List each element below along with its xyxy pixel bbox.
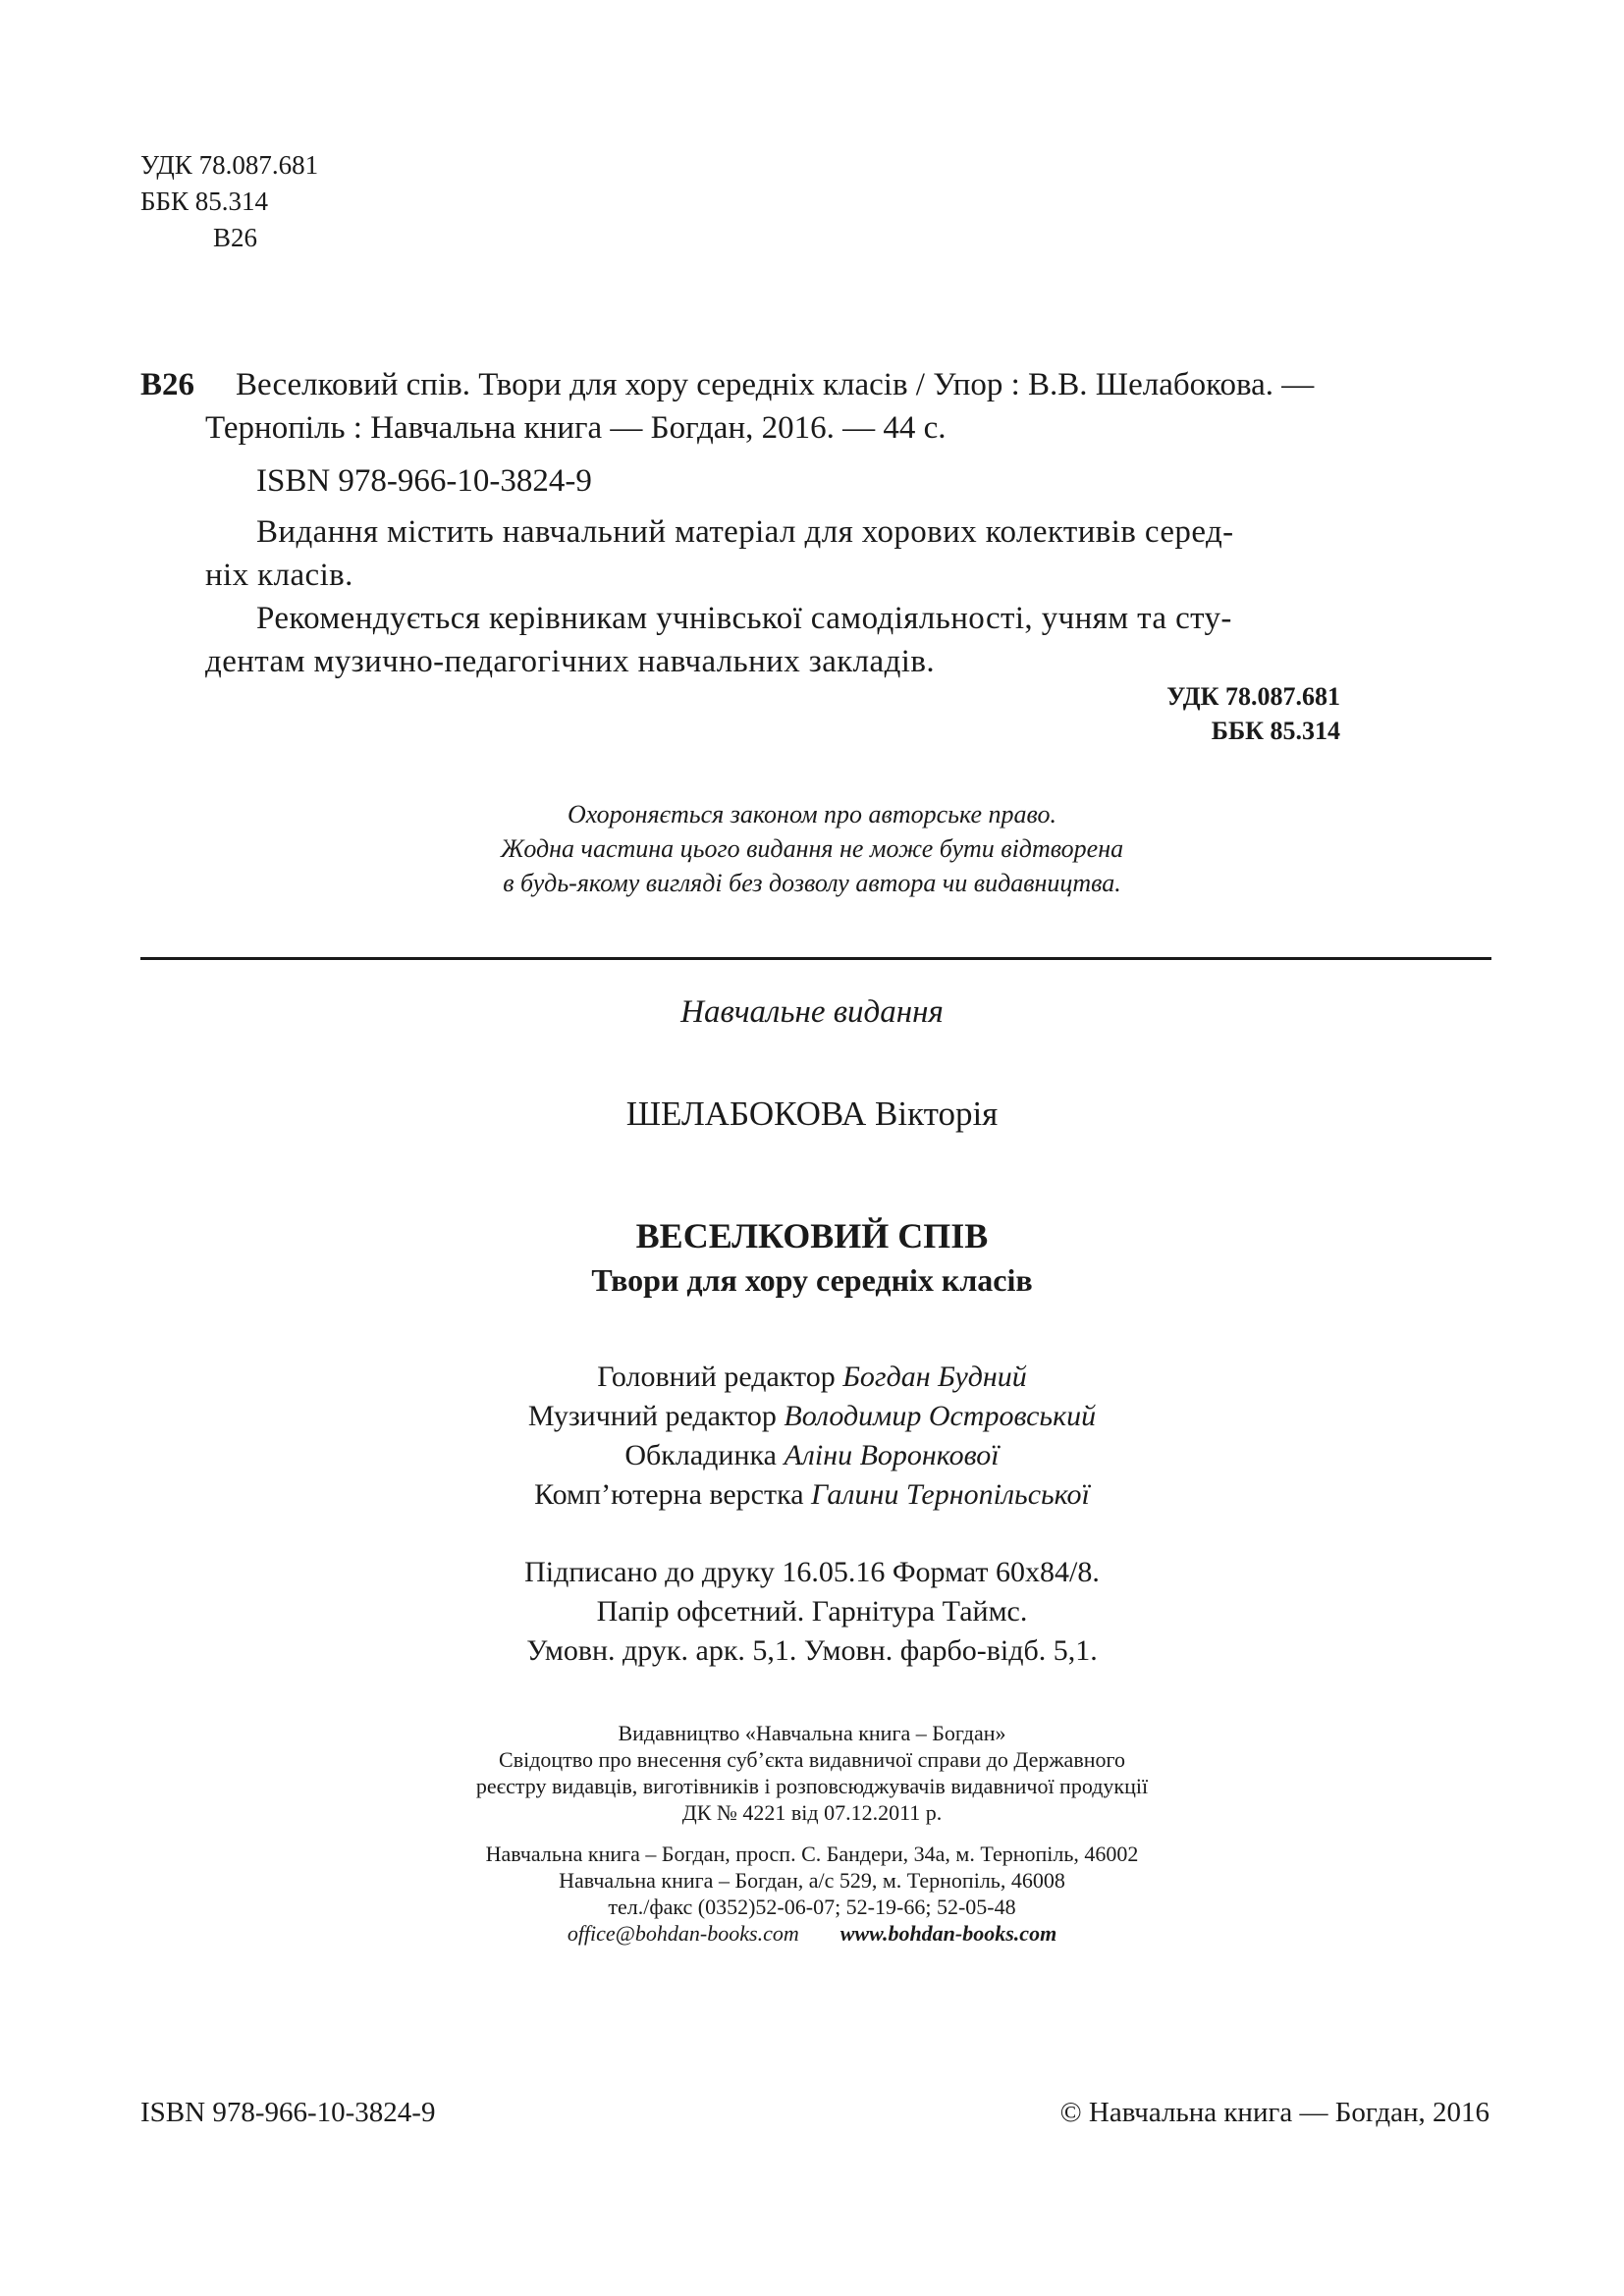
book-subtitle: Твори для хору середніх класів [591, 1262, 1033, 1298]
copyright-notice [0, 797, 1624, 900]
staff-line [0, 1397, 1624, 1436]
print-line-1: Підписано до друку 16.05.16 Формат 60х84/8. [524, 1556, 1100, 1588]
staff-role: Обкладинка [624, 1439, 777, 1471]
publisher-line-2: Свідоцтво про внесення суб’єкта видавничої справи до Державного [499, 1747, 1125, 1772]
book-title: ВЕСЕЛКОВИЙ СПІВ [635, 1216, 989, 1255]
entry-code: В26 [140, 367, 195, 402]
rights-line-3: в будь-якому вигляді без дозволу автора чи видавництва. [503, 869, 1121, 897]
footer-copyright: © Навчальна книга — Богдан, 2016 [1059, 2097, 1489, 2128]
email-link[interactable]: office@bohdan-books.com [567, 1921, 799, 1946]
annotation-p2-line1: Рекомендується керівникам учнівської самодіяльності, учням та сту- [256, 601, 1232, 636]
udk-code: УДК 78.087.681 [140, 150, 319, 180]
publisher-info [0, 1720, 1624, 1826]
staff-role: Музичний редактор [527, 1400, 777, 1432]
annotation [140, 510, 1340, 683]
classification-block [140, 147, 318, 256]
staff-person: Богдан Будний [842, 1361, 1027, 1393]
author-mark: В26 [213, 223, 258, 252]
staff-role: Головний редактор [597, 1361, 836, 1393]
staff-credits [0, 1358, 1624, 1515]
staff-person: Аліни Воронкової [784, 1439, 1000, 1471]
publisher-address [0, 1841, 1624, 1947]
bibliographic-entry [140, 363, 1348, 503]
staff-person: Володимир Островський [784, 1400, 1097, 1432]
staff-role: Комп’ютерна верстка [534, 1478, 804, 1511]
annotation-p2-line2: дентам музично-педагогічних навчальних закладів. [205, 644, 935, 679]
annotation-p1-line2: ніх класів. [205, 558, 353, 593]
author-name: ШЕЛАБОКОВА Вікторія [625, 1095, 999, 1133]
bbk-code: ББК 85.314 [140, 187, 269, 216]
contact-line [0, 1920, 1624, 1947]
print-line-3: Умовн. друк. арк. 5,1. Умовн. фарбо-відб. 5,1. [526, 1634, 1098, 1667]
staff-line [0, 1436, 1624, 1475]
edition-type: Навчальне видання [680, 994, 944, 1030]
entry-isbn: ISBN 978-966-10-3824-9 [256, 463, 592, 499]
footer-isbn: ISBN 978-966-10-3824-9 [140, 2097, 436, 2128]
print-info [0, 1553, 1624, 1671]
address-line-3: тел./факс (0352)52-06-07; 52-19-66; 52-05-48 [608, 1895, 1016, 1919]
address-line-2: Навчальна книга – Богдан, а/с 529, м. Тернопіль, 46008 [559, 1868, 1065, 1893]
rights-line-2: Жодна частина цього видання не може бути відтворена [500, 834, 1124, 863]
annotation-p1-line1: Видання містить навчальний матеріал для хорових колективів серед- [256, 514, 1234, 550]
address-line-1: Навчальна книга – Богдан, просп. С. Бандери, 34а, м. Тернопіль, 46002 [485, 1842, 1139, 1866]
staff-person: Галини Тернопільської [811, 1478, 1090, 1511]
entry-line-2: Тернопіль : Навчальна книга — Богдан, 2016. — 44 с. [205, 410, 947, 446]
staff-line [0, 1475, 1624, 1515]
annotation-bbk: ББК 85.314 [1211, 717, 1340, 745]
annotation-classification [1166, 679, 1340, 748]
print-line-2: Папір офсетний. Гарнітура Таймс. [596, 1595, 1028, 1628]
entry-line-1: Веселковий спів. Твори для хору середніх класів / Упор : В.В. Шелабокова. — [236, 367, 1315, 402]
divider-rule [140, 957, 1491, 960]
publisher-line-3: реєстру видавців, виготівників і розповсюджувачів видавничої продукції [475, 1774, 1149, 1798]
website-link[interactable]: www.bohdan-books.com [839, 1921, 1057, 1946]
annotation-udk: УДК 78.087.681 [1166, 682, 1340, 711]
rights-line-1: Охороняється законом про авторське право. [568, 800, 1056, 828]
publisher-line-1: Видавництво «Навчальна книга – Богдан» [618, 1721, 1006, 1745]
publisher-line-4: ДК № 4221 від 07.12.2011 р. [681, 1800, 943, 1825]
staff-line [0, 1358, 1624, 1397]
